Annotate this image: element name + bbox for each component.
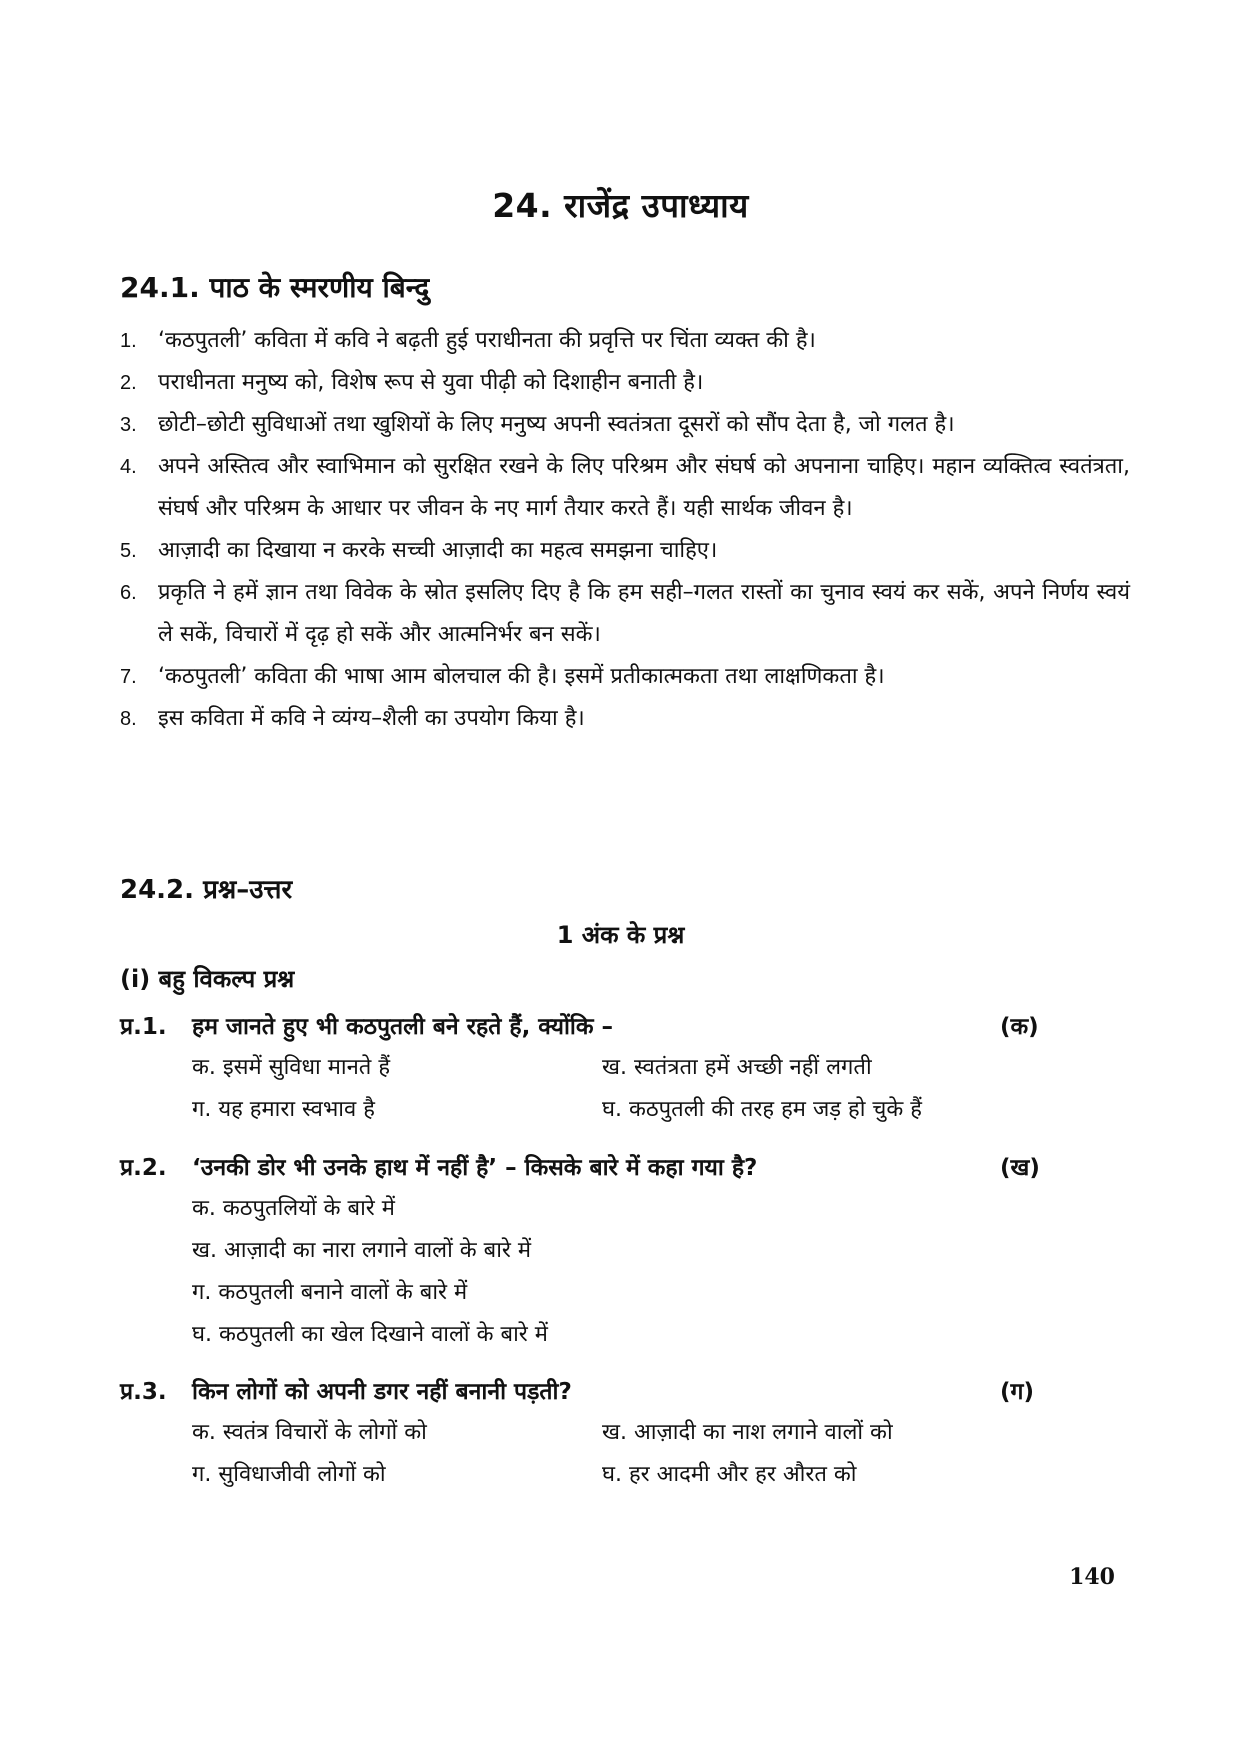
options: [192, 1047, 1060, 1131]
option: क. स्वतंत्र विचारों के लोगों को: [192, 1420, 427, 1445]
option: घ. कठपुतली की तरह हम जड़ हो चुके हैं: [602, 1097, 922, 1122]
item-text: ‘कठपुतली’ कविता की भाषा आम बोलचाल की है। इसमें प्रतीकात्मकता तथा लाक्षणिकता है।: [158, 664, 885, 689]
item-text: प्रकृति ने हमें ज्ञान तथा विवेक के स्रोत इसलिए दिए है कि हम सही–गलत रास्तों का चुनाव स्वयं कर सकें, अपने निर्णय स्वयं ले सकें, विचारों में दृढ़ हो सकें और आत्मनिर्भर बन सकें।: [158, 580, 1130, 647]
option: ख. आज़ादी का नाश लगाने वालों को: [602, 1420, 893, 1445]
list-item: [120, 572, 1130, 656]
question-row: [120, 1372, 1060, 1412]
question-row: [120, 1007, 1060, 1047]
list-item: [120, 362, 1130, 404]
question-number: प्र.3.: [120, 1379, 167, 1405]
answer-key: (ख): [1000, 1155, 1040, 1181]
item-text: आज़ादी का दिखाया न करके सच्ची आज़ादी का महत्व समझना चाहिए।: [158, 538, 718, 563]
options: [192, 1188, 1060, 1356]
question-number: प्र.1.: [120, 1014, 167, 1040]
item-number: 1.: [120, 330, 137, 352]
option: ख. स्वतंत्रता हमें अच्छी नहीं लगती: [602, 1055, 872, 1080]
item-number: 3.: [120, 414, 137, 436]
item-number: 5.: [120, 540, 137, 562]
question-number: प्र.2.: [120, 1155, 167, 1181]
option: क. कठपुतलियों के बारे में: [192, 1196, 395, 1221]
option: क. इसमें सुविधा मानते हैं: [192, 1055, 391, 1080]
list-item: [120, 656, 1130, 698]
question-text: ‘उनकी डोर भी उनके हाथ में नहीं है’ – किसके बारे में कहा गया है?: [192, 1155, 758, 1181]
option: घ. कठपुतली का खेल दिखाने वालों के बारे में: [192, 1322, 548, 1347]
section-heading-key-points: 24.1. पाठ के स्मरणीय बिन्दु: [120, 271, 430, 304]
question-text: किन लोगों को अपनी डगर नहीं बनानी पड़ती?: [192, 1379, 572, 1405]
item-text: पराधीनता मनुष्य को, विशेष रूप से युवा पीढ़ी को दिशाहीन बनाती है।: [158, 370, 704, 395]
item-text: अपने अस्तित्व और स्वाभिमान को सुरक्षित रखने के लिए परिश्रम और संघर्ष को अपनाना चाहिए। महान व्यक्तित्व स्वतंत्रता, संघर्ष और परिश्रम के आधार पर जीवन के नए मार्ग तैयार करते हैं। यही सार्थक जीवन है।: [158, 454, 1130, 521]
question-row: [120, 1148, 1060, 1188]
answer-key: (ग): [1000, 1379, 1034, 1405]
item-number: 4.: [120, 456, 137, 478]
chapter-title: 24. राजेंद्र उपाध्याय: [492, 186, 749, 225]
list-item: [120, 530, 1130, 572]
option: ग. यह हमारा स्वभाव है: [192, 1097, 375, 1122]
option: ख. आज़ादी का नारा लगाने वालों के बारे में: [192, 1238, 532, 1263]
item-number: 6.: [120, 582, 137, 604]
mcq-heading: (i) बहु विकल्प प्रश्न: [120, 965, 295, 993]
item-text: छोटी–छोटी सुविधाओं तथा खुशियों के लिए मनुष्य अपनी स्वतंत्रता दूसरों को सौंप देता है, जो गलत है।: [158, 412, 955, 437]
option: घ. हर आदमी और हर औरत को: [602, 1462, 857, 1487]
marks-heading: 1 अंक के प्रश्न: [556, 921, 685, 949]
question-3: [120, 1372, 1060, 1496]
option: ग. कठपुतली बनाने वालों के बारे में: [192, 1280, 468, 1305]
list-item: [120, 320, 1130, 362]
question-1: [120, 1007, 1060, 1131]
item-number: 2.: [120, 372, 137, 394]
options: [192, 1412, 1060, 1496]
page-number: 140: [1069, 1564, 1115, 1590]
list-item: [120, 404, 1130, 446]
item-number: 8.: [120, 708, 137, 730]
item-text: इस कविता में कवि ने व्यंग्य–शैली का उपयोग किया है।: [158, 706, 585, 731]
key-points-list: [120, 320, 1130, 740]
option: ग. सुविधाजीवी लोगों को: [192, 1462, 386, 1487]
list-item: [120, 698, 1130, 740]
item-text: ‘कठपुतली’ कविता में कवि ने बढ़ती हुई पराधीनता की प्रवृत्ति पर चिंता व्यक्त की है।: [158, 328, 816, 353]
section-heading-questions: 24.2. प्रश्न–उत्तर: [120, 875, 293, 905]
question-text: हम जानते हुए भी कठपुतली बने रहते हैं, क्योंकि –: [192, 1014, 614, 1040]
question-2: [120, 1148, 1060, 1356]
item-number: 7.: [120, 666, 137, 688]
answer-key: (क): [1000, 1014, 1039, 1040]
list-item: [120, 446, 1130, 530]
